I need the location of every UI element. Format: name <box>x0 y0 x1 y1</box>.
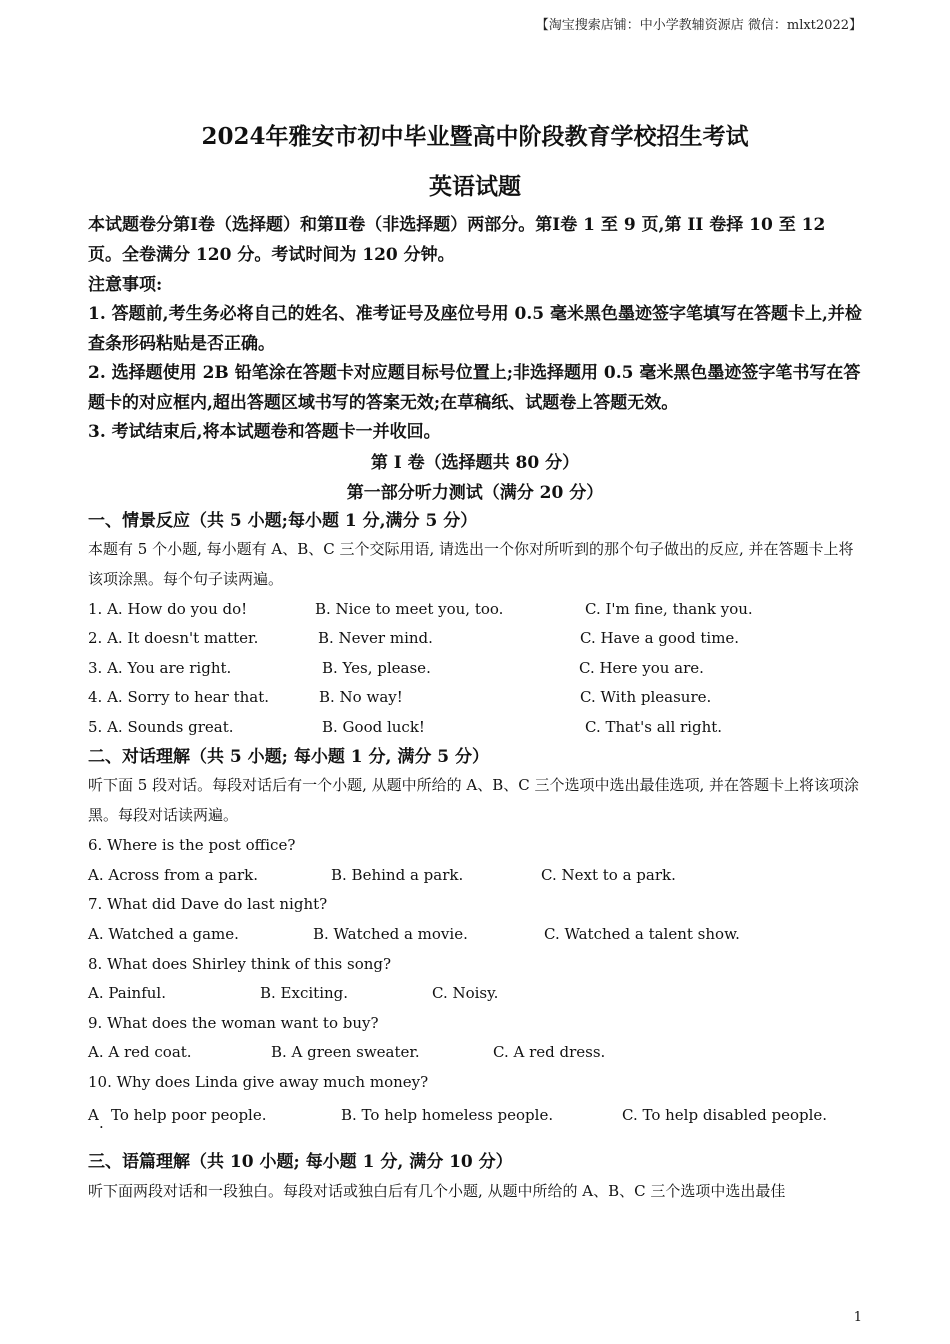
intro-paragraph: 本试题卷分第Ⅰ卷（选择题）和第Ⅱ卷（非选择题）两部分。第Ⅰ卷 1 至 9 页,第 II 卷择 10 至 12 页。全卷满分 120 分。考试时间为 120 分钟。 <box>88 215 826 265</box>
question-text: 9. What does the woman want to buy? <box>88 1014 379 1032</box>
option-a-letter: A <box>88 1106 99 1124</box>
option-a: 4. A. Sorry to hear that. <box>88 688 270 706</box>
option-b: B. Exciting. <box>260 984 349 1002</box>
question-text: 8. What does Shirley think of this song? <box>88 955 392 973</box>
section2-heading: 二、对话理解（共 5 小题; 每小题 1 分, 满分 5 分） <box>88 747 490 767</box>
question-stem <box>88 1009 863 1037</box>
option-a: To help poor people. <box>111 1106 267 1124</box>
section3-instructions: 听下面两段对话和一段独白。每段对话或独白后有几个小题, 从题中所给的 A、B、C 三个选项中选出最佳 <box>88 1182 786 1200</box>
option-b: B. Watched a movie. <box>313 925 468 943</box>
question-row <box>88 861 863 889</box>
page-number: 1 <box>853 1310 862 1325</box>
question-stem <box>88 1068 863 1096</box>
question-row <box>88 920 863 948</box>
question-row <box>88 1101 863 1136</box>
section2-instructions: 听下面 5 段对话。每段对话后有一个小题, 从题中所给的 A、B、C 三个选项中选出最佳选项, 并在答题卡上将该项涂黑。每段对话读两遍。 <box>88 776 860 824</box>
option-b: B. A green sweater. <box>271 1043 420 1061</box>
option-b: B. No way! <box>319 688 403 706</box>
question-row <box>88 1038 863 1066</box>
question-text: 7. What did Dave do last night? <box>88 895 328 913</box>
notice-2: 2. 选择题使用 2B 铅笔涂在答题卡对应题目标号位置上;非选择题用 0.5 毫米黑色墨迹签字笔书写在答题卡的对应框内,超出答题区域书写的答案无效;在草稿纸、试题卷上答题无效。 <box>88 363 861 413</box>
option-a: 5. A. Sounds great. <box>88 718 234 736</box>
question-stem <box>88 950 863 978</box>
section1-instructions: 本题有 5 个小题, 每小题有 A、B、C 三个交际用语, 请选出一个你对所听到的那个句子做出的反应, 并在答题卡上将该项涂黑。每个句子读两遍。 <box>88 540 854 588</box>
option-c: C. Noisy. <box>432 984 499 1002</box>
option-c: C. Next to a park. <box>541 866 676 884</box>
option-a: A. Across from a park. <box>88 866 258 884</box>
question-row <box>88 624 863 652</box>
question-row <box>88 595 863 623</box>
option-b: B. Behind a park. <box>331 866 464 884</box>
option-b: B. Yes, please. <box>322 659 431 677</box>
section1-heading: 一、情景反应（共 5 小题;每小题 1 分,满分 5 分） <box>88 511 478 531</box>
option-b: B. Nice to meet you, too. <box>315 600 504 618</box>
question-stem <box>88 831 863 859</box>
volume-heading: 第 I 卷（选择题共 80 分） <box>370 453 580 473</box>
option-b: B. To help homeless people. <box>341 1106 554 1124</box>
option-c: C. Have a good time. <box>580 629 740 647</box>
exam-title: 2024年雅安市初中毕业暨高中阶段教育学校招生考试 <box>201 123 749 150</box>
option-c: C. With pleasure. <box>580 688 712 706</box>
exam-subtitle: 英语试题 <box>429 173 521 200</box>
option-a: A. Watched a game. <box>88 925 239 943</box>
section3-heading: 三、语篇理解（共 10 小题; 每小题 1 分, 满分 10 分） <box>88 1152 513 1172</box>
notice-heading: 注意事项: <box>88 275 163 295</box>
question-text: 10. Why does Linda give away much money? <box>88 1073 429 1091</box>
option-a-dot: · <box>99 1118 104 1136</box>
notice-1: 1. 答题前,考生务必将自己的姓名、准考证号及座位号用 0.5 毫米黑色墨迹签字笔填写在答题卡上,并检查条形码粘贴是否正确。 <box>88 304 862 354</box>
question-text: 6. Where is the post office? <box>88 836 296 854</box>
option-b: B. Never mind. <box>318 629 433 647</box>
option-a: 3. A. You are right. <box>88 659 232 677</box>
option-a: 2. A. It doesn't matter. <box>88 629 259 647</box>
option-a: A. A red coat. <box>88 1043 192 1061</box>
question-row <box>88 654 863 682</box>
question-row <box>88 683 863 711</box>
question-row <box>88 713 863 741</box>
header-note: 【淘宝搜索店铺：中小学教辅资源店 微信：mlxt2022】 <box>535 18 862 33</box>
option-c: C. Here you are. <box>579 659 704 677</box>
option-c: C. Watched a talent show. <box>544 925 740 943</box>
notice-3: 3. 考试结束后,将本试题卷和答题卡一并收回。 <box>88 422 441 442</box>
option-c: C. A red dress. <box>493 1043 606 1061</box>
part-heading: 第一部分听力测试（满分 20 分） <box>346 483 604 503</box>
question-row <box>88 979 863 1007</box>
option-c: C. To help disabled people. <box>622 1106 828 1124</box>
option-c: C. I'm fine, thank you. <box>585 600 753 618</box>
question-stem <box>88 890 863 918</box>
option-a: A. Painful. <box>88 984 166 1002</box>
option-c: C. That's all right. <box>585 718 723 736</box>
option-a: 1. A. How do you do! <box>88 600 248 618</box>
option-b: B. Good luck! <box>322 718 425 736</box>
